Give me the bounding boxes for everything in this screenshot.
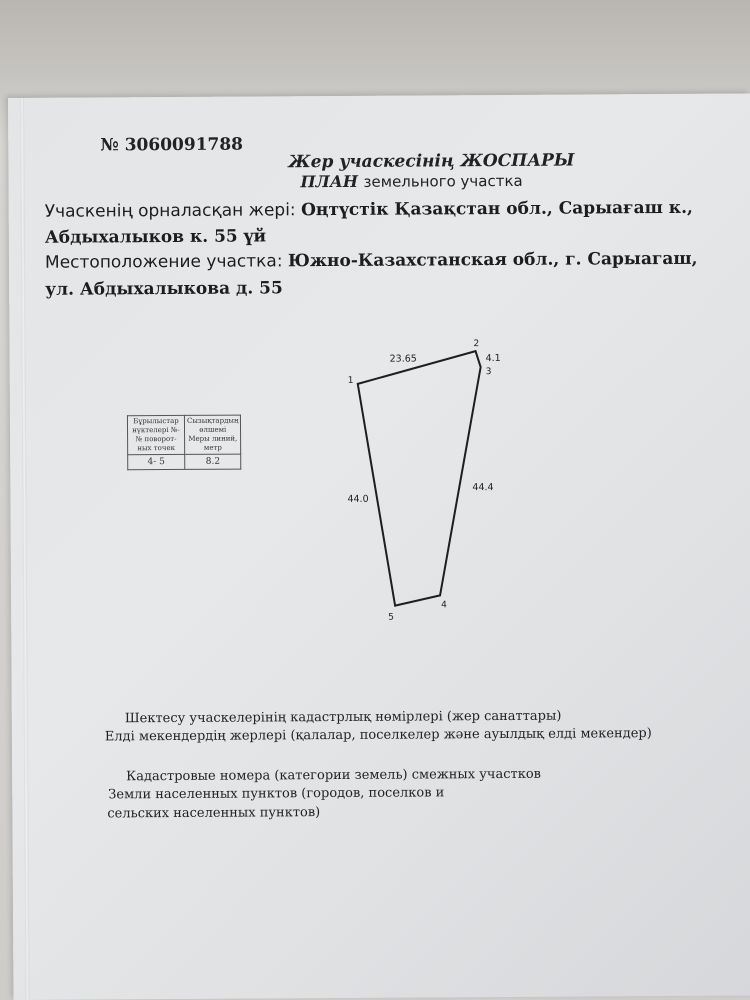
length-label-1-2: 23.65 [389, 353, 417, 365]
length-label-2-3: 4.1 [485, 352, 501, 365]
location-ru-label: Местоположение участка: [44, 251, 283, 273]
location-kz-label: Учаскенің орналасқан жері: [44, 200, 296, 222]
adjacent-ru-heading: Кадастровые номера (категории земель) смежных участков [126, 766, 542, 785]
point-label-4: 4 [441, 600, 447, 611]
adjacent-kz-category: Елді мекендердің жерлері (қалалар, поселкелер және ауылдық елді мекендер) [104, 726, 652, 745]
adjacent-ru-category-1: Земли населенных пунктов (городов, поселков и [108, 785, 445, 803]
location-kz-value-2: Абдыхалыков к. 55 үй [44, 226, 267, 248]
point-label-1: 1 [347, 375, 354, 386]
point-label-2: 2 [473, 339, 480, 350]
point-label-5: 5 [388, 612, 394, 623]
points-table-cell-length: 8.2 [185, 454, 242, 469]
length-label-3-4: 44.4 [472, 482, 494, 494]
title-kazakh: Жер учаскесінің ЖОСПАРЫ [288, 150, 575, 173]
plot-boundary [358, 351, 483, 606]
points-table-header-lengths: Сызықтардың өлшемі Меры линий, метр [184, 415, 241, 454]
points-table-cell-points: 4- 5 [128, 454, 185, 469]
location-kz-value-1: Оңтүстік Қазақстан обл., Сарыағаш к., [300, 197, 693, 221]
location-ru-value-1: Южно-Казахстанская обл., г. Сарыагаш, [287, 248, 698, 272]
title-russian-bold: ПЛАН [300, 171, 358, 192]
adjacent-kz-heading: Шектесу учаскелерінің кадастрлық нөмірлері (жер санаттары) [124, 708, 562, 727]
length-label-5-1: 44.0 [347, 493, 369, 505]
document-number: № 3060091788 [100, 134, 244, 156]
points-table-header-points: Бұрылыстар нүктелері №- № поворот- ных точек [127, 415, 184, 454]
title-russian-rest: земельного участка [363, 171, 523, 191]
document-sheet [8, 93, 750, 1000]
land-plot-plan [8, 93, 750, 998]
adjacent-ru-category-2: сельских населенных пунктов) [107, 805, 321, 822]
point-label-3: 3 [485, 367, 492, 378]
location-ru-value-2: ул. Абдыхалыкова д. 55 [45, 278, 283, 300]
